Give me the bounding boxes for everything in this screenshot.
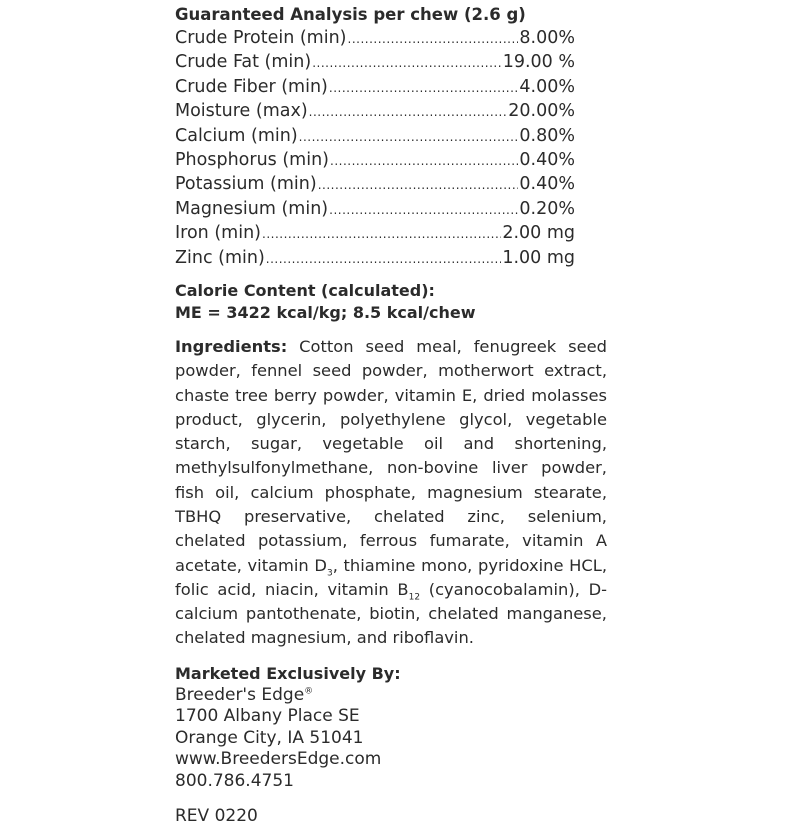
nutrient-name: Potassium (min) [175, 174, 317, 195]
nutrient-value: 1.00 mg [502, 247, 575, 268]
ingredients-text: Cotton seed meal, fenugreek seed powder, fennel seed powder, motherwort extract, chaste tree berry powder, vitamin E, dried molasses product, glycerin, polyethylene glycol, vegetable starch, sugar, vegetable oil and shortening, methylsulfonylmethane, non-bovine liver powder, fish oil, calcium phosphate, magnesium stearate, TBHQ preservative, chelated zinc, selenium, chelated potassium, ferrous fumarate, vitamin A acetate, vitamin D [175, 336, 607, 575]
ingredients-heading: Ingredients: [175, 336, 288, 356]
dot-leader [318, 173, 519, 197]
analysis-row [175, 221, 575, 245]
dot-leader [330, 149, 518, 173]
nutrient-value: 0.40% [519, 149, 575, 170]
dot-leader [312, 51, 501, 75]
dot-leader [348, 27, 519, 51]
dot-leader [329, 76, 519, 100]
dot-leader [299, 125, 519, 149]
nutrient-value: 2.00 mg [502, 223, 575, 244]
website: www.BreedersEdge.com [175, 749, 382, 770]
company-label: Breeder's Edge [175, 684, 305, 705]
company-name [175, 685, 575, 707]
dot-leader [262, 222, 501, 246]
subscript: 12 [408, 592, 421, 603]
ingredients-paragraph [175, 335, 607, 651]
nutrient-name: Magnesium (min) [175, 198, 329, 219]
calorie-heading: Calorie Content (calculated): [175, 280, 435, 300]
nutrient-name: Moisture (max) [175, 101, 308, 122]
product-label [175, 4, 607, 827]
nutrient-name: Crude Fat (min) [175, 52, 312, 73]
analysis-row [175, 246, 575, 270]
nutrient-value: 4.00% [519, 76, 575, 97]
analysis-row [175, 99, 575, 123]
nutrient-name: Zinc (min) [175, 247, 265, 268]
analysis-row [175, 50, 575, 74]
ingredients-text: , thiamine mono, pyridoxine HCL, folic acid, niacin, vitamin B [175, 555, 607, 599]
nutrient-name: Crude Protein (min) [175, 28, 347, 48]
nutrient-value: 8.00% [519, 28, 575, 48]
analysis-row [175, 197, 575, 221]
dot-leader [329, 198, 518, 222]
nutrient-name: Phosphorus (min) [175, 149, 329, 170]
nutrient-name: Crude Fiber (min) [175, 76, 328, 97]
nutrient-value: 19.00 % [502, 52, 575, 73]
analysis-row [175, 148, 575, 172]
analysis-row [175, 172, 575, 196]
subscript: 3 [326, 567, 333, 578]
calorie-value: ME = 3422 kcal/kg; 8.5 kcal/chew [175, 302, 476, 322]
guaranteed-analysis-title: Guaranteed Analysis per chew (2.6 g) [175, 5, 526, 24]
marketed-heading: Marketed Exclusively By: [175, 663, 401, 683]
address-line-1: 1700 Albany Place SE [175, 706, 360, 727]
nutrient-value: 0.20% [519, 198, 575, 219]
nutrient-name: Iron (min) [175, 223, 261, 244]
address-line-2: Orange City, IA 51041 [175, 727, 364, 748]
nutrient-value: 20.00% [508, 101, 575, 122]
dot-leader [309, 100, 508, 124]
nutrient-value: 0.40% [519, 174, 575, 195]
analysis-row [175, 124, 575, 148]
revision-code: REV 0220 [175, 806, 258, 827]
analysis-row [175, 26, 575, 50]
analysis-row [175, 75, 575, 99]
dot-leader [266, 247, 502, 271]
nutrient-value: 0.80% [519, 125, 575, 146]
phone: 800.786.4751 [175, 770, 294, 791]
calorie-content [175, 280, 575, 324]
guaranteed-analysis-table [175, 26, 575, 270]
ingredients-text: (cyanocobalamin), D-calcium pantothenate, biotin, chelated manganese, chelated magnesium, and riboflavin. [175, 579, 607, 648]
registered-mark: ® [304, 686, 314, 697]
nutrient-name: Calcium (min) [175, 125, 298, 146]
